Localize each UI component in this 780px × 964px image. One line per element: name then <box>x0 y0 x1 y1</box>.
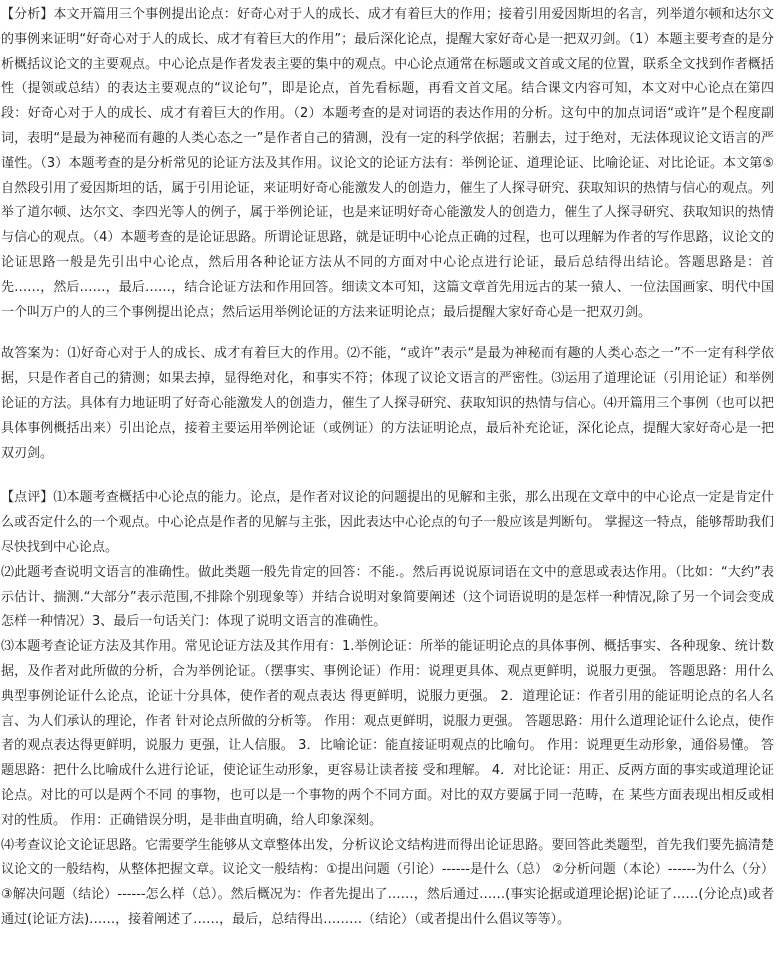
comment-paragraph-3: ⑶本题考查论证方法及其作用。常见论证方法及其作用有：1.举例论证：所举的能证明论点的具体事例、概括事实、各种现象、统计数据，及作者对此所做的分析，合为举例论证。（摆事实、事例论证）作用：说理更具体、观点更鲜明，说服力更强。 答题思路：用什么典型事例论证什么论点，论证十分具体，使作者的观点表达 得更鲜明，说服力更强。 2．道理论证：作者引用的能证明论点的名人名言、为人们承认的理论，作者 针对论点所做的分析等。 作用：观点更鲜明，说服力更强。 答题思路：用什么道理论证什么论点，使作者的观点表达得更鲜明，说服力 更强，让人信服。 3．比喻论证：能直接证明观点的比喻句。 作用：说理更生动形象，通俗易懂。 答题思路：把什么比喻成什么进行论证，使论证生动形象，更容易让读者接 受和理解。 4．对比论证：用正、反两方面的事实或道理论证论点。对比的可以是两个不同 的事物，也可以是一个事物的两个不同方面。对比的双方要属于同一范畴，在 某些方面表现出相反或相对的性质。 作用：正确错误分明，是非曲直明确，给人印象深刻。 <box>1 639 774 828</box>
comment-paragraph-1: 【点评】⑴本题考查概括中心论点的能力。论点，是作者对议论的问题提出的见解和主张，那么出现在文章中的中心论点一定是肯定什么或否定什么的一个观点。中心论点是作者的见解与主张，因此表达中心论点的句子一般应该是判断句。 掌握这一特点，能够帮助我们尽快找到中心论点。 <box>1 490 774 555</box>
comment-paragraph-4: ⑷考查议论文论证思路。它需要学生能够从文章整体出发，分析议论文结构进而得出论证思路。要回答此类题型，首先我们要先搞清楚议论文的一般结构，从整体把握文章。议论文一般结构：①提出问题（引论）------是什么（总） ②分析问题（本论）------为什么（分） ③解决问题（结论）------怎么样（总）。然后概况为：作者先提出了……，然后通过……(事实论据或道理论据)论证了……(分论点)或者通过(论证方法)……，接着阐述了……，最后，总结得出………（结论）（或者提出什么倡议等等）。 <box>1 837 774 927</box>
section-divider <box>1 466 774 486</box>
section-divider <box>1 325 774 342</box>
comment-paragraph-2: ⑵此题考查说明文语言的准确性。做此类题一般先肯定的回答：不能.。然后再说说原词语在文中的意思或表达作用。（比如：“大约”表示估计、揣测.“大部分”表示范围,不排除个别现象等）并结合说明对象简要阐述（这个词语说明的是怎样一种情况,除了另一个词会变成怎样一种情况）3、最后一句话关门：体现了说明文语言的准确性。 <box>1 564 774 630</box>
analysis-section: 【分析】本文开篇用三个事例提出论点：好奇心对于人的成长、成才有着巨大的作用；接着引用爱因斯坦的名言，列举道尔顿和达尔文的事例来证明“好奇心对于人的成长、成才有着巨大的作用”；最后深化论点，提醒大家好奇心是一把双刃剑。（1）本题主要考查的是分析概括议论文的主要观点。中心论点是作者发表主要的集中的观点。中心论点通常在标题或文首或文尾的位置，联系全文找到作者概括性（提领或总结）的表达主要观点的“议论句”，即是论点，首先看标题，再看文首文尾。结合课文内容可知，本文对中心论点在第四段：好奇心对于人的成长、成才有着巨大的作用。（2）本题考查的是对词语的表达作用的分析。这句中的加点词语“或许”是个程度副词，表明“是最为神秘而有趣的人类心态之一”是作者自己的猜测，没有一定的科学依据；若删去，过于绝对，无法体现议论文语言的严谨性。（3）本题考查的是分析常见的论证方法及其作用。议论文的论证方法有：举例论证、道理论证、比喻论证、对比论证。本文第⑤自然段引用了爱因斯坦的话，属于引用论证，来证明好奇心能激发人的创造力，催生了人探寻研究、获取知识的热情与信心的观点。列举了道尔顿、达尔文、李四光等人的例子，属于举例论证，也是来证明好奇心能激发人的创造力，催生了人探寻研究、获取知识的热情与信心的观点。（4）本题考查的是论证思路。所谓论证思路，就是证明中心论点正确的过程，也可以理解为作者的写作思路，议论文的论证思路一般是先引出中心论点，然后用各种论证方法从不同的方面对中心论点进行论证，最后总结得出结论。答题思路是：首先……，然后……，最后……，结合论证方法和作用回答。细读文本可知，这篇文章首先用远古的某一猿人、一位法国画家、明代中国一个叫万户的人的三个事例提出论点；然后运用举例论证的方法来证明论点；最后提醒大家好奇心是一把双刃剑。 <box>1 7 774 320</box>
answer-section: 故答案为：⑴好奇心对于人的成长、成才有着巨大的作用。⑵不能，“或许”表示“是最为神秘而有趣的人类心态之一”不一定有科学依据，只是作者自己的猜测；如果去掉，显得绝对化，和事实不符；体现了议论文语言的严密性。⑶运用了道理论证（引用论证）和举例论证的方法。具体有力地证明了好奇心能激发人的创造力，催生了人探寻研究、获取知识的热情与信心。⑷开篇用三个事例（也可以把具体事例概括出来）引出论点，接着主要运用举例论证（或例证）的方法证明论点，最后补充论证，深化论点，提醒大家好奇心是一把双刃剑。 <box>1 346 774 461</box>
